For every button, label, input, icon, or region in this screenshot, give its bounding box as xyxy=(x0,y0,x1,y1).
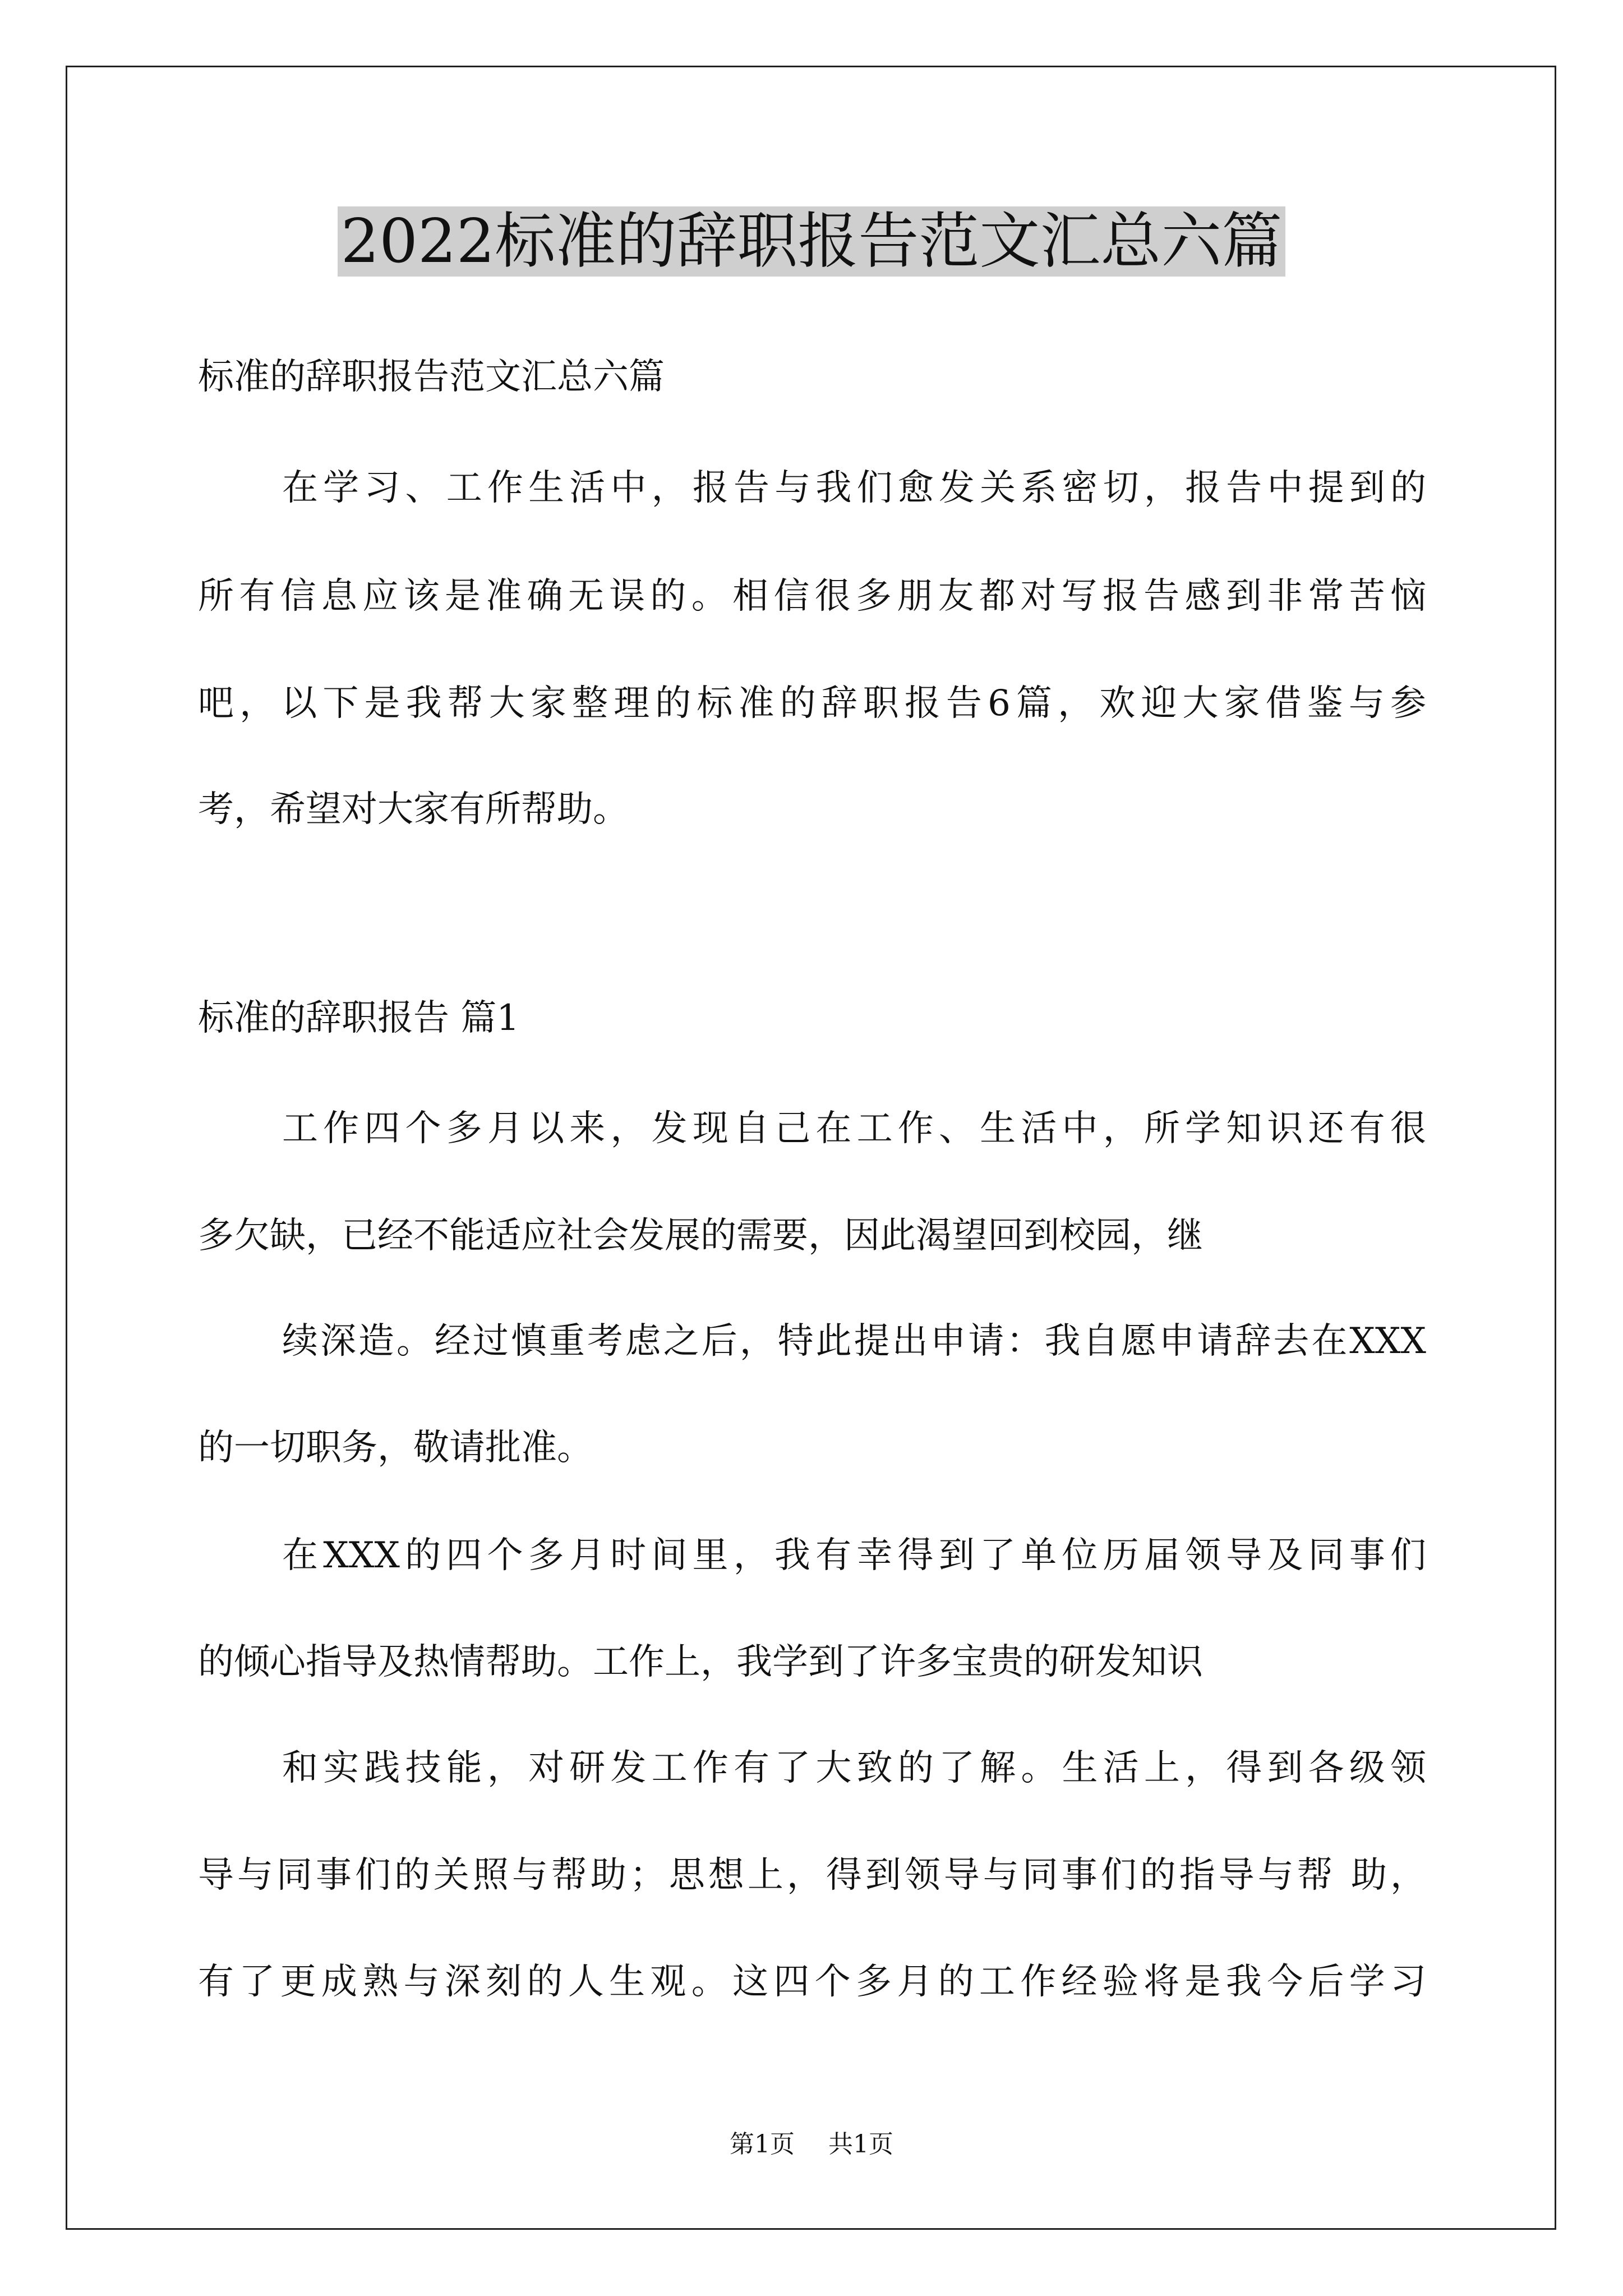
paragraph-line: 导与同事们的关照与帮助；思想上，得到领导与同事们的指导与帮 助， xyxy=(198,1855,1426,1896)
paragraph-line: 在学习、工作生活中，报告与我们愈发关系密切，报告中提到的 xyxy=(282,467,1426,509)
paragraph-line: 在XXX的四个多月时间里，我有幸得到了单位历届领导及同事们 xyxy=(282,1535,1426,1576)
page-total: 共1页 xyxy=(828,2130,893,2159)
paragraph-line: 考，希望对大家有所帮助。 xyxy=(198,789,629,830)
document-title xyxy=(0,200,1623,284)
paragraph-line: 吧，以下是我帮大家整理的标准的辞职报告6篇，欢迎大家借鉴与参 xyxy=(198,683,1426,724)
paragraph-line: 多欠缺，已经不能适应社会发展的需要，因此渴望回到校园，继 xyxy=(198,1215,1203,1257)
paragraph-line: 和实践技能，对研发工作有了大致的了解。生活上，得到各级领 xyxy=(282,1747,1426,1789)
section-heading: 标准的辞职报告 篇1 xyxy=(198,997,520,1039)
subtitle-line: 标准的辞职报告范文汇总六篇 xyxy=(198,356,665,398)
page-number: 第1页 xyxy=(730,2130,795,2159)
paragraph-line: 的一切职务，敬请批准。 xyxy=(198,1427,593,1469)
paragraph-line: 有了更成熟与深刻的人生观。这四个多月的工作经验将是我今后学习 xyxy=(198,1961,1426,2003)
page-footer xyxy=(0,2128,1623,2161)
paragraph-line: 续深造。经过慎重考虑之后，特此提出申请：我自愿申请辞去在XXX xyxy=(282,1320,1426,1362)
paragraph-line: 所有信息应该是准确无误的。相信很多朋友都对写报告感到非常苦恼 xyxy=(198,576,1426,617)
paragraph-line: 的倾心指导及热情帮助。工作上，我学到了许多宝贵的研发知识 xyxy=(198,1641,1203,1683)
paragraph-line: 工作四个多月以来，发现自己在工作、生活中，所学知识还有很 xyxy=(282,1108,1426,1149)
document-title-text: 2022标准的辞职报告范文汇总六篇 xyxy=(338,206,1286,277)
